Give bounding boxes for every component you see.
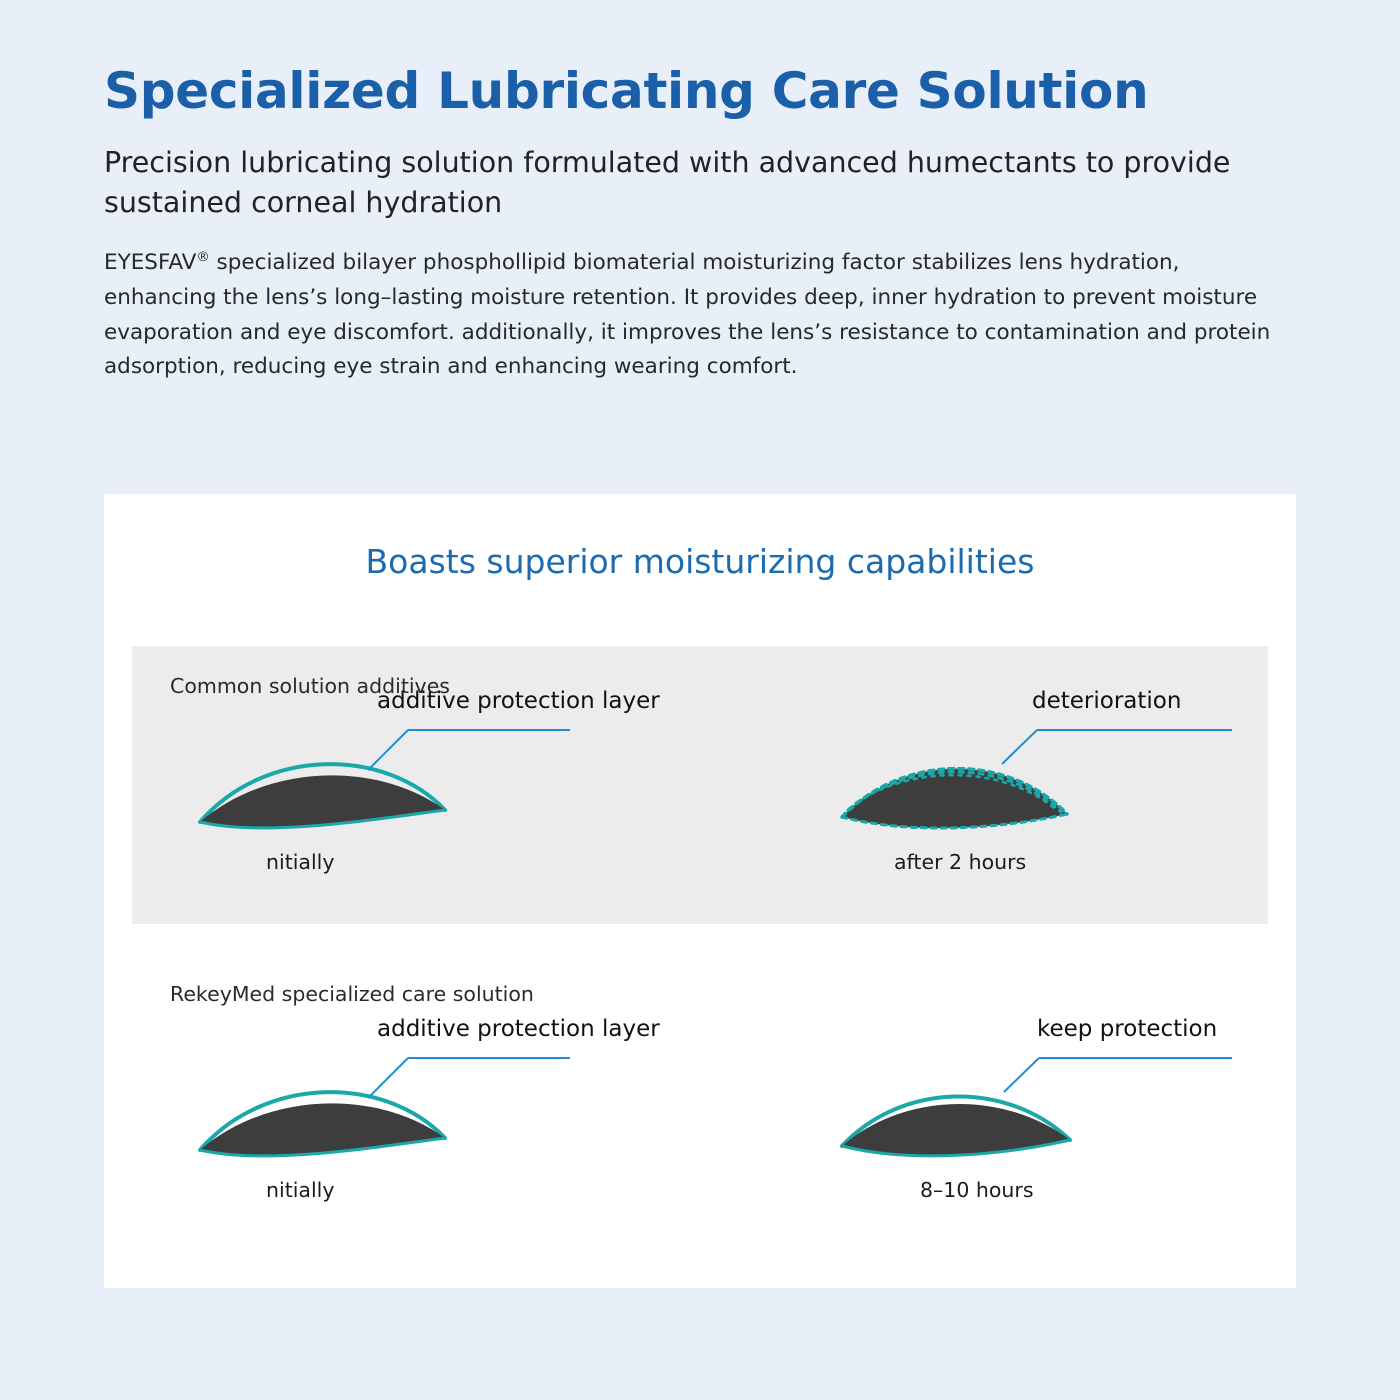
panel-title: Boasts superior moisturizing capabilities [365, 542, 1035, 581]
lens-cell-rekeymed-after [832, 1016, 1352, 1240]
caption-common-after: after 2 hours [894, 850, 1027, 874]
comparison-panel [104, 494, 1296, 1288]
block-common-solution [132, 646, 1268, 924]
caption-common-initial: nitially [266, 850, 335, 874]
callout-common-initial: additive protection layer [377, 688, 660, 714]
registered-mark: ® [196, 249, 210, 265]
block-rekeymed-solution [132, 954, 1268, 1254]
body-paragraph-text: specialized bilayer phosphollipid biomaterial moisturizing factor stabilizes lens hydration, enhancing the lens’s long–lasting moisture retention. It provides deep, inner hydration to prevent moisture evaporation and eye discomfort. additionally, it improves the lens’s resistance to contamination and protein adsorption, reducing eye strain and enhancing wearing comfort. [104, 249, 1271, 380]
lens-diagram-intact-icon [170, 702, 690, 912]
lens-cell-common-initial [170, 688, 690, 912]
callout-common-after: deterioration [1032, 688, 1182, 714]
block-label-rekeymed: RekeyMed specialized care solution [170, 982, 534, 1006]
block-label-common: Common solution additives [170, 674, 450, 698]
brand-name: EYESFAV [104, 249, 197, 275]
lens-diagram-degraded-icon [832, 702, 1352, 912]
page-title: Specialized Lubricating Care Solution [104, 62, 1149, 120]
page-subtitle: Precision lubricating solution formulated with advanced humectants to provide sustained corneal hydration [104, 146, 1231, 220]
body-paragraph [104, 246, 1296, 385]
lens-diagram-intact-icon [170, 1030, 690, 1240]
callout-rekeymed-initial: additive protection layer [377, 1016, 660, 1042]
caption-rekeymed-initial: nitially [266, 1178, 335, 1202]
lens-diagram-intact-icon [832, 1030, 1352, 1240]
lens-cell-rekeymed-initial [170, 1016, 690, 1240]
callout-rekeymed-after: keep protection [1037, 1016, 1218, 1042]
caption-rekeymed-after: 8–10 hours [920, 1178, 1034, 1202]
lens-cell-common-after [832, 688, 1352, 912]
